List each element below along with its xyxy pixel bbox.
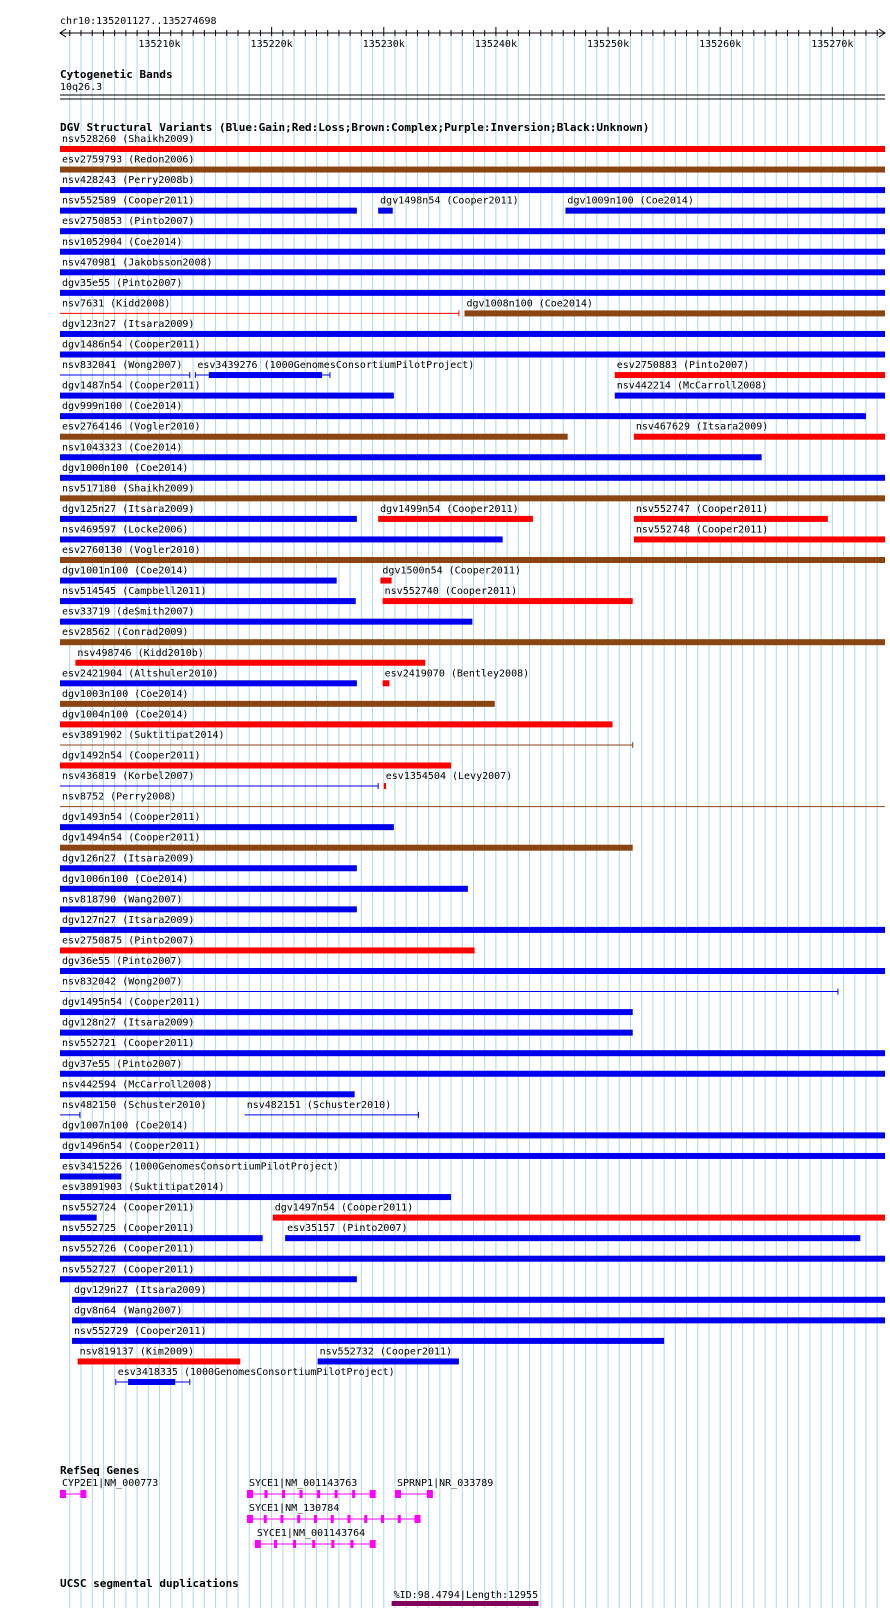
variant-label: dgv129n27 (Itsara2009) (74, 1284, 207, 1296)
structural-variant[interactable] (60, 915, 885, 933)
structural-variant[interactable] (60, 319, 885, 337)
variant-bar (60, 269, 885, 275)
variant-bar (273, 1215, 885, 1221)
variant-bar (378, 516, 533, 522)
structural-variant[interactable] (245, 1100, 419, 1118)
variant-label: esv2750883 (Pinto2007) (616, 360, 750, 372)
ruler-tick-label: 135270k (811, 39, 854, 50)
variant-bar (72, 1317, 885, 1323)
gene-exon (395, 1490, 401, 1498)
variant-bar (565, 208, 885, 214)
variant-label: nsv552721 (Cooper2011) (62, 1038, 195, 1050)
variant-bar (60, 906, 357, 912)
gene-exon (335, 1490, 338, 1498)
segdup-track-title: UCSC segmental duplications (60, 1577, 239, 1590)
variant-label: esv3418335 (1000GenomesConsortiumPilotProject) (117, 1367, 395, 1378)
gene-label: SYCE1|NM_001143764 (256, 1528, 366, 1539)
ruler-tick-label: 135250k (586, 39, 630, 50)
segdup-feature[interactable] (392, 1590, 539, 1606)
structural-variant[interactable] (60, 237, 885, 255)
structural-variant[interactable] (60, 216, 885, 234)
variant-bar (60, 680, 357, 686)
variant-bar (60, 187, 885, 193)
structural-variant[interactable] (60, 134, 885, 152)
variant-label: dgv125n27 (Itsara2009) (62, 503, 195, 515)
gene-exon (364, 1515, 367, 1523)
variant-label: dgv123n27 (Itsara2009) (62, 318, 195, 330)
variant-label: nsv470981 (Jakobsson2008) (62, 257, 213, 269)
structural-variant[interactable] (60, 1120, 885, 1138)
structural-variant[interactable] (384, 771, 512, 789)
structural-variant[interactable] (60, 997, 633, 1015)
variant-label: esv3415226 (1000GenomesConsortiumPilotProject) (62, 1161, 339, 1173)
gene-exon (398, 1515, 401, 1523)
structural-variant[interactable] (60, 977, 838, 995)
structural-variant[interactable] (60, 463, 885, 481)
variant-label: esv28562 (Conrad2009) (62, 627, 189, 639)
gene-exon (351, 1540, 354, 1548)
ruler-tick-label: 135260k (699, 39, 742, 50)
structural-variant[interactable] (60, 586, 356, 604)
gene-exon (264, 1515, 267, 1523)
variant-bar (60, 1009, 633, 1015)
variant-label: nsv8752 (Perry2008) (62, 791, 177, 803)
structural-variant[interactable] (615, 360, 885, 378)
variant-bar (72, 1297, 885, 1303)
variant-bar (60, 845, 633, 851)
variant-label: dgv1495n54 (Cooper2011) (62, 997, 201, 1009)
variant-label: esv3891903 (Suktitipat2014) (62, 1182, 225, 1194)
variant-label: nsv552725 (Cooper2011) (62, 1223, 195, 1235)
variant-bar (378, 208, 393, 214)
region-label: chr10:135201127..135274698 (60, 16, 217, 27)
structural-variant[interactable] (60, 196, 357, 214)
variant-bar (60, 331, 885, 337)
variant-label: nsv552747 (Cooper2011) (635, 503, 769, 515)
variant-label: dgv8n64 (Wang2007) (74, 1305, 183, 1317)
gene-exon (80, 1490, 86, 1498)
structural-variant[interactable] (60, 751, 451, 769)
variant-label: dgv1494n54 (Cooper2011) (62, 832, 201, 844)
structural-variant[interactable] (60, 627, 885, 645)
variant-bar (60, 1276, 357, 1282)
variant-label: esv3891902 (Suktitipat2014) (62, 729, 225, 741)
variant-bar (60, 1050, 885, 1056)
gene[interactable] (60, 1478, 158, 1498)
variant-bar (209, 372, 322, 378)
variant-bar (60, 701, 495, 707)
segdup-label: %ID:98.4794|Length:12955 (393, 1590, 539, 1601)
variant-label: dgv35e55 (Pinto2007) (62, 277, 183, 289)
variant-bar (60, 1235, 263, 1241)
variant-label: nsv442594 (McCarroll2008) (62, 1079, 213, 1091)
variant-label: nsv482151 (Schuster2010) (246, 1099, 392, 1111)
variant-bar (60, 1153, 885, 1159)
variant-bar (60, 1030, 633, 1036)
gene-exon (370, 1540, 376, 1548)
structural-variant[interactable] (634, 422, 885, 440)
structural-variant[interactable] (60, 360, 190, 378)
variant-label: dgv1007n100 (Coe2014) (62, 1120, 189, 1132)
variant-label: esv2750875 (Pinto2007) (62, 935, 195, 947)
ruler (60, 27, 885, 50)
dgv-track-title: DGV Structural Variants (Blue:Gain;Red:Loss;Brown:Complex;Purple:Inversion;Black:Unknown) (60, 121, 650, 134)
structural-variant[interactable] (60, 422, 568, 440)
variant-label: dgv1008n100 (Coe2014) (466, 298, 593, 310)
structural-variant[interactable] (60, 730, 633, 748)
structural-variant[interactable] (60, 1203, 194, 1221)
structural-variant[interactable] (60, 1038, 885, 1056)
variant-bar (615, 393, 885, 399)
segdup-bar (392, 1601, 539, 1606)
variant-label: esv33719 (deSmith2007) (62, 606, 195, 618)
variant-label: dgv1498n54 (Cooper2011) (380, 195, 519, 207)
variant-label: esv1354504 (Levy2007) (385, 771, 513, 783)
gene-label: SYCE1|NM_130784 (248, 1503, 340, 1514)
gene-exon (331, 1515, 334, 1523)
gene-exon (282, 1490, 285, 1498)
gene-exon (255, 1540, 261, 1548)
structural-variant[interactable] (60, 278, 885, 296)
variant-bar (60, 721, 613, 727)
variant-label: nsv7631 (Kidd2008) (62, 298, 171, 310)
structural-variant[interactable] (285, 1223, 860, 1241)
structural-variant[interactable] (60, 175, 885, 193)
structural-variant[interactable] (60, 771, 378, 789)
variant-bar (60, 167, 885, 173)
structural-variant[interactable] (60, 1018, 633, 1036)
gene-label: SPRNP1|NR_033789 (396, 1478, 494, 1489)
variant-bar (60, 146, 885, 152)
variant-bar (128, 1379, 175, 1385)
variant-label: nsv467629 (Itsara2009) (635, 421, 769, 433)
structural-variant[interactable] (60, 1079, 355, 1097)
variant-label: esv35157 (Pinto2007) (287, 1223, 408, 1235)
gene-exon (331, 1540, 334, 1548)
structural-variant[interactable] (60, 442, 762, 460)
variant-bar (60, 619, 472, 625)
variant-label: esv2419070 (Bentley2008) (384, 668, 530, 680)
variant-label: nsv552732 (Cooper2011) (319, 1346, 453, 1358)
variant-label: nsv832041 (Wong2007) (62, 360, 183, 372)
gene-exon (312, 1540, 315, 1548)
structural-variant[interactable] (318, 1346, 459, 1364)
variant-bar (60, 1194, 451, 1200)
refseq-track-title: RefSeq Genes (60, 1464, 140, 1477)
structural-variant[interactable] (60, 668, 357, 686)
gene[interactable] (247, 1478, 376, 1498)
structural-variant[interactable] (60, 504, 357, 522)
variant-label: nsv482150 (Schuster2010) (62, 1099, 207, 1111)
variant-bar (634, 516, 828, 522)
variant-bar (60, 1071, 885, 1077)
gene-exon (300, 1490, 303, 1498)
gene-exon (274, 1540, 277, 1548)
variant-bar (60, 763, 451, 769)
variant-label: nsv552748 (Cooper2011) (635, 524, 769, 536)
gene[interactable] (255, 1528, 376, 1548)
structural-variant[interactable] (60, 483, 885, 501)
variant-label: nsv552724 (Cooper2011) (62, 1202, 195, 1214)
structural-variant[interactable] (195, 360, 474, 378)
variant-bar (634, 434, 885, 440)
structural-variant[interactable] (60, 792, 885, 807)
variant-label: dgv1492n54 (Cooper2011) (62, 750, 201, 762)
variant-label: dgv126n27 (Itsara2009) (62, 853, 195, 865)
variant-bar (60, 434, 568, 440)
variant-bar (60, 228, 885, 234)
structural-variant[interactable] (565, 196, 885, 214)
variant-bar (60, 454, 762, 460)
gene-exon (280, 1515, 283, 1523)
variant-label: esv2759793 (Redon2006) (62, 154, 195, 166)
gene-exon (370, 1490, 376, 1498)
variant-label: nsv528260 (Shaikh2009) (62, 134, 195, 145)
variant-label: dgv128n27 (Itsara2009) (62, 1017, 195, 1029)
structural-variant[interactable] (60, 894, 357, 912)
gene-exon (60, 1490, 66, 1498)
gene-exon (317, 1490, 320, 1498)
variant-bar (60, 290, 885, 296)
gene-exon (415, 1515, 421, 1523)
variant-label: nsv498746 (Kidd2010b) (77, 647, 204, 659)
variant-bar (72, 1338, 664, 1344)
variant-label: esv2764146 (Vogler2010) (62, 421, 201, 433)
variant-bar (60, 516, 357, 522)
variant-label: nsv436819 (Korbel2007) (62, 771, 195, 783)
variant-label: dgv1001n100 (Coe2014) (62, 565, 189, 577)
structural-variant[interactable] (60, 1223, 263, 1241)
variant-label: nsv552726 (Cooper2011) (62, 1243, 195, 1255)
variant-label: esv3439276 (1000GenomesConsortiumPilotProject) (197, 360, 475, 372)
variant-label: nsv552729 (Cooper2011) (74, 1325, 207, 1337)
gene-exon (264, 1490, 267, 1498)
variant-bar (465, 310, 885, 316)
variant-bar (60, 865, 357, 871)
gene-exon (427, 1490, 433, 1498)
variant-bar (60, 578, 337, 584)
variant-label: dgv37e55 (Pinto2007) (62, 1058, 183, 1070)
structural-variant[interactable] (60, 1141, 885, 1159)
variant-label: esv2421904 (Altshuler2010) (62, 668, 219, 680)
variant-bar (60, 886, 468, 892)
variant-label: dgv1499n54 (Cooper2011) (380, 503, 519, 515)
variant-bar (60, 1256, 885, 1262)
gene-exon (348, 1515, 351, 1523)
variant-label: esv2750853 (Pinto2007) (62, 216, 195, 228)
variant-label: nsv514545 (Campbell2011) (62, 586, 207, 598)
variant-bar (285, 1235, 860, 1241)
structural-variant[interactable] (273, 1203, 885, 1221)
structural-variant[interactable] (60, 1100, 207, 1118)
structural-variant[interactable] (634, 524, 885, 542)
structural-variant[interactable] (60, 607, 472, 625)
structural-variant[interactable] (72, 1326, 664, 1344)
variant-label: nsv517180 (Shaikh2009) (62, 483, 195, 495)
variant-bar (60, 475, 885, 481)
variant-label: nsv552727 (Cooper2011) (62, 1264, 195, 1276)
gene-label: CYP2E1|NM_000773 (62, 1478, 159, 1489)
variant-label: dgv1009n100 (Coe2014) (567, 195, 694, 207)
structural-variant[interactable] (60, 1059, 885, 1077)
variant-bar (60, 413, 866, 419)
gene-exon (293, 1540, 296, 1548)
variant-bar (383, 680, 390, 686)
structural-variant[interactable] (615, 381, 885, 399)
structural-variant[interactable] (60, 1162, 339, 1180)
variant-bar (60, 208, 357, 214)
variant-bar (60, 824, 394, 830)
ruler-tick-label: 135220k (250, 39, 293, 50)
structural-variant[interactable] (60, 1182, 451, 1200)
variant-bar (60, 557, 885, 563)
structural-variant[interactable] (60, 833, 633, 851)
variant-label: nsv832042 (Wong2007) (62, 976, 183, 988)
structural-variant[interactable] (72, 1285, 885, 1303)
structural-variant[interactable] (60, 401, 866, 419)
variant-label: nsv552740 (Cooper2011) (384, 586, 518, 598)
variant-bar (60, 536, 503, 542)
variant-label: dgv1497n54 (Cooper2011) (274, 1202, 414, 1214)
variant-bar (78, 1358, 241, 1364)
variant-label: dgv1493n54 (Cooper2011) (62, 812, 201, 824)
ruler-tick-label: 135230k (362, 39, 405, 50)
variant-bar (60, 968, 885, 974)
structural-variant[interactable] (378, 504, 533, 522)
variant-label: dgv1486n54 (Cooper2011) (62, 339, 201, 351)
variant-bar (60, 352, 885, 358)
variant-bar (60, 1132, 885, 1138)
variant-label: nsv1052904 (Coe2014) (62, 236, 183, 248)
variant-label: nsv818790 (Wang2007) (62, 894, 183, 906)
variant-label: esv2760130 (Vogler2010) (62, 545, 201, 556)
variant-bar (384, 783, 386, 789)
structural-variant[interactable] (60, 689, 495, 707)
structural-variant[interactable] (60, 340, 885, 358)
gene-exon (314, 1515, 317, 1523)
variant-label: dgv1496n54 (Cooper2011) (62, 1140, 201, 1152)
variant-label: dgv36e55 (Pinto2007) (62, 956, 183, 967)
variant-label: nsv1043323 (Coe2014) (62, 442, 183, 454)
structural-variant[interactable] (60, 935, 475, 953)
cytoband-label: 10q26.3 (60, 82, 103, 93)
variant-bar (60, 1091, 355, 1097)
gene-exon (352, 1490, 355, 1498)
structural-variant[interactable] (60, 524, 503, 542)
structural-variant[interactable] (378, 196, 518, 214)
structural-variant[interactable] (60, 257, 885, 275)
variant-bar (60, 249, 885, 255)
structural-variant[interactable] (60, 1244, 885, 1262)
variant-bar (318, 1358, 459, 1364)
gene-exon (297, 1515, 300, 1523)
ruler-tick-label: 135240k (474, 39, 517, 50)
variant-bar (380, 578, 391, 584)
variant-label: dgv1003n100 (Coe2014) (62, 688, 189, 700)
variant-label: dgv1006n100 (Coe2014) (62, 873, 189, 885)
segdup-track (392, 1590, 539, 1606)
structural-variant[interactable] (60, 853, 357, 871)
structural-variant[interactable] (60, 956, 885, 974)
variant-bar (60, 927, 885, 933)
structural-variant[interactable] (60, 1264, 357, 1282)
variant-label: nsv552589 (Cooper2011) (62, 195, 195, 207)
variant-label: nsv442214 (McCarroll2008) (616, 380, 768, 392)
structural-variant[interactable] (72, 1305, 885, 1323)
structural-variant[interactable] (383, 586, 633, 604)
variant-label: nsv428243 (Perry2008b) (62, 175, 195, 187)
structural-variant[interactable] (60, 566, 337, 584)
gene-label: SYCE1|NM_001143763 (248, 1478, 358, 1489)
gene-exon (381, 1515, 384, 1523)
cytoband-track-title: Cytogenetic Bands (60, 68, 173, 81)
variant-label: nsv469597 (Locke2006) (62, 524, 189, 536)
variant-bar (60, 1215, 97, 1221)
gene[interactable] (395, 1478, 493, 1498)
variant-bar (60, 1174, 121, 1180)
gene-exon (247, 1490, 253, 1498)
structural-variant[interactable] (60, 545, 885, 563)
structural-variant[interactable] (60, 298, 459, 316)
dgv-track (60, 134, 885, 1385)
variant-label: dgv1487n54 (Cooper2011) (62, 380, 201, 392)
structural-variant[interactable] (60, 155, 885, 173)
variant-label: dgv1004n100 (Coe2014) (62, 709, 189, 721)
variant-label: dgv127n27 (Itsara2009) (62, 914, 195, 926)
variant-label: dgv1000n100 (Coe2014) (62, 462, 189, 474)
ruler-tick-label: 135210k (138, 39, 181, 50)
variant-bar (60, 495, 885, 501)
variant-bar (60, 639, 885, 645)
variant-bar (60, 947, 475, 953)
variant-bar (383, 598, 633, 604)
variant-label: nsv819137 (Kim2009) (79, 1346, 195, 1358)
variant-bar (60, 598, 356, 604)
variant-bar (634, 536, 885, 542)
variant-bar (615, 372, 885, 378)
variant-label: dgv999n100 (Coe2014) (62, 401, 183, 413)
structural-variant[interactable] (465, 298, 885, 316)
variant-bar (60, 393, 394, 399)
structural-variant[interactable] (116, 1367, 395, 1385)
variant-label: dgv1500n54 (Cooper2011) (382, 565, 521, 577)
variant-bar (75, 660, 425, 666)
gene-exon (247, 1515, 253, 1523)
